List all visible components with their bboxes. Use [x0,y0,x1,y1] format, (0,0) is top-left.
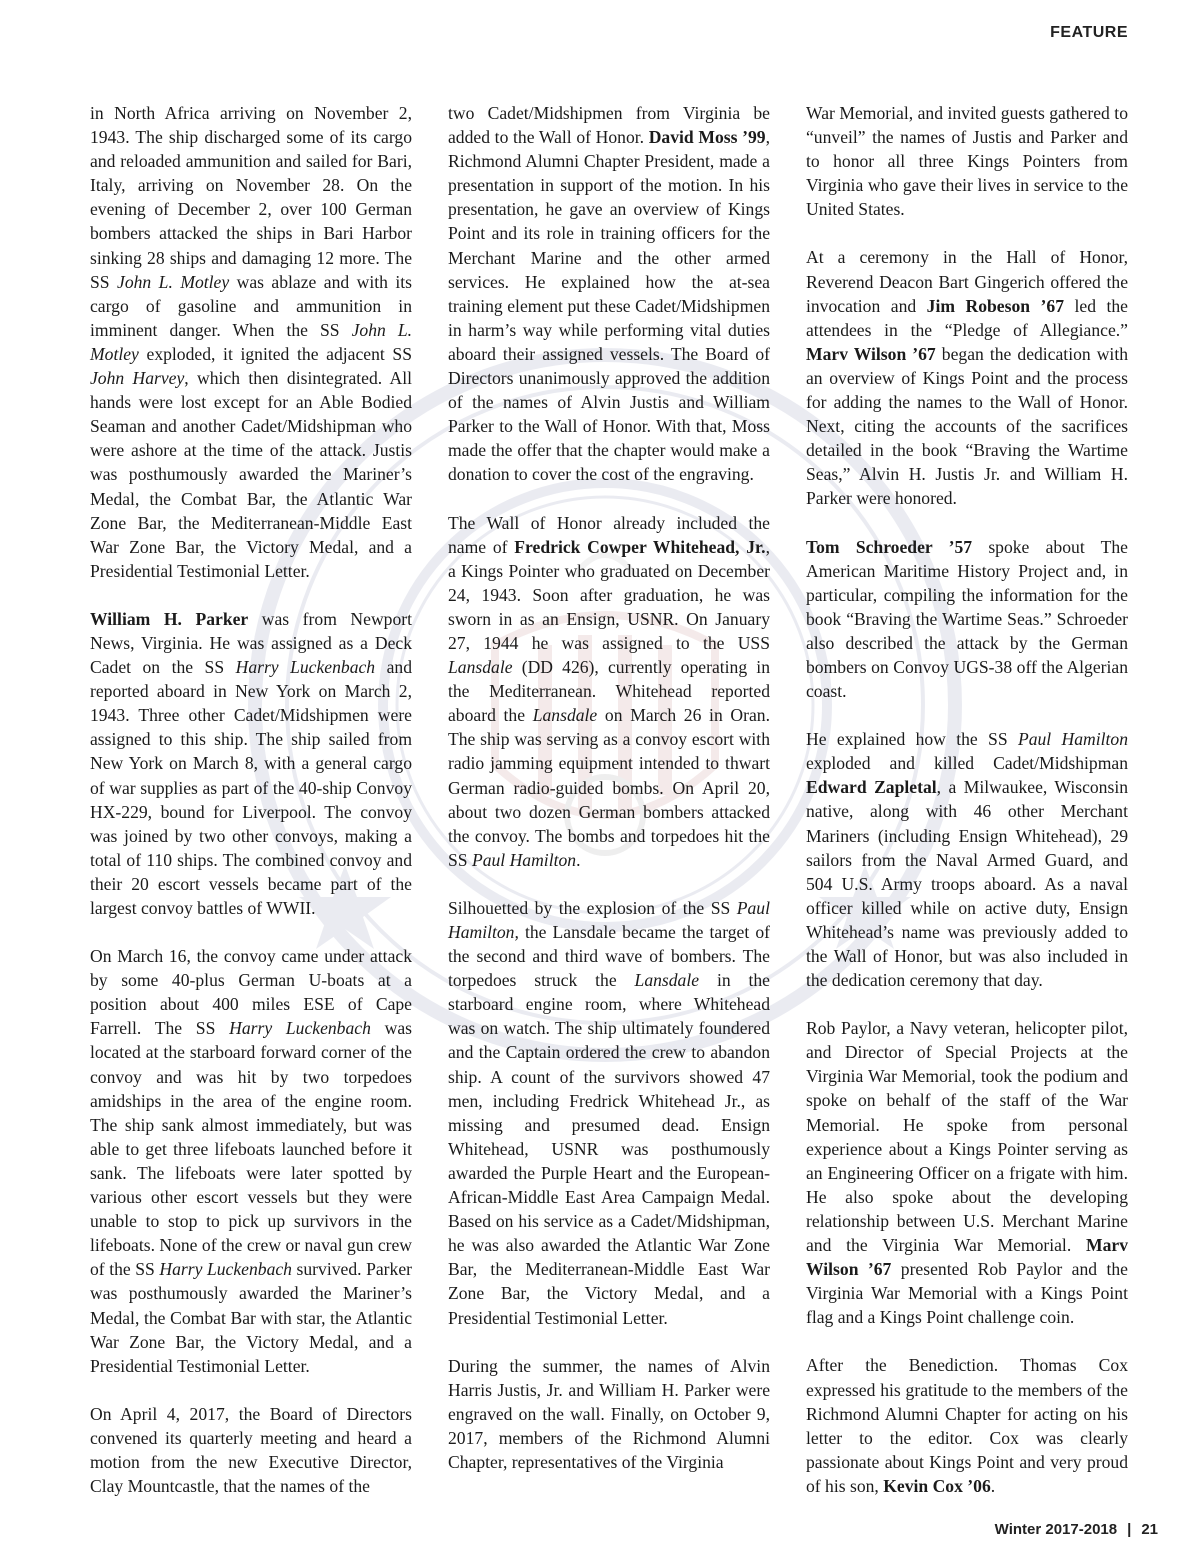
text-run: , a Kings Pointer who graduated on December 24, 1943. Soon after graduation, he was sworn in as an Ensign, USNR. On January 27, 1944 he was assigned to the USS [448,536,770,653]
issue-date: Winter 2017-2018 [994,1521,1118,1538]
text-run: the Lansdale became the target of the second and third wave of bombers. The torpedoes struck the [448,922,770,991]
text-run: led the attendees in the “Pledge of Allegiance.” [806,295,1128,340]
paragraph [806,727,1128,992]
text-run: exploded, it ignited the adjacent SS [138,343,412,364]
italic-ship-name: Harry Luckenbach [229,1018,371,1039]
bold-name: Fredrick Cowper Whitehead, Jr. [514,536,766,557]
section-label: FEATURE [1050,24,1128,41]
paragraph [806,245,1128,510]
paragraph [90,607,412,920]
text-run: , a Milwaukee, Wisconsin native, along with 46 other Merchant Mariners (including Ensign Whitehead), 29 sailors from the Naval Armed Guard, and 504 U.S. Army troops aboard. As a naval officer killed while on active duty, Ensign Whitehead’s name was previously added to the Wall of Honor, but was also included in the dedication ceremony that day. [806,777,1129,991]
text-run: . [576,849,581,870]
paragraph [448,896,770,1330]
text-run: , which then disintegrated. All hands were lost except for an Able Bodied Seaman and another Cadet/Midshipman who were ashore at the time of the attack. Justis was posthumously awarded the Mariner’s Medal, the Combat Bar, the Atlantic War Zone Bar, the Mediterranean-Middle East War Zone Bar, the Victory Medal, and a Presidential Testimonial Letter. [90,368,413,581]
italic-ship-name: Lansdale [448,657,513,678]
italic-ship-name: Paul Hamilton [471,849,577,870]
text-run: He explained how the SS [806,729,1018,750]
paragraph [448,1354,770,1474]
bold-name: Tom Schroeder ’57 [806,536,973,557]
text-run: War Memorial, and invited guests gathered to “unveil” the names of Justis and Parker and to honor all three Kings Pointers from Virginia who gave their lives in service to the United States. [806,103,1128,220]
text-run: Silhouetted by the explosion of the SS [448,897,737,918]
text-run: survived. Parker was posthumously awarded the Mariner’s Medal, the Combat Bar with star, the Atlantic War Zone Bar, the Victory Medal, and a Presidential Testimonial Letter. [90,1259,413,1376]
bold-name: Jim Robeson ’67 [926,295,1064,316]
italic-ship-name: Harry Luckenbach [235,657,376,678]
text-run: was located at the starboard forward corner of the convoy and was hit by two torpedoes amidships in the area of the engine room. The ship sank almost immediately, but was able to get three lifeboats launched before it sank. The lifeboats were later spotted by various other escort vessels but they were unable to stop to pick up survivors in the lifeboats. None of the crew or naval gun crew of the SS [90,1018,412,1280]
italic-ship-name: John L. Motley [90,319,412,364]
paragraph [806,1353,1128,1498]
italic-ship-name: Harry Luckenbach [159,1259,292,1280]
text-run: on March 26 in Oran. The ship was serving as a convoy escort with radio jamming equipment intended to thwart German radio-guided bombs. On April 20, about two dozen German bombers attacked the convoy. The bombs and torpedoes hit the SS [448,705,770,870]
text-run: began the dedication with an overview of Kings Point and the process for adding the names to the Wall of Honor. Next, citing the accounts of the sacrifices detailed in the book “Braving the Wartime Seas,” Alvin H. Justis Jr. and William H. Parker were honored. [806,343,1129,509]
italic-ship-name: Lansdale [634,970,700,991]
italic-ship-name: John Harvey [90,368,185,389]
paragraph [806,101,1128,221]
bold-name: Kevin Cox ’06 [883,1475,991,1496]
paragraph [90,1402,412,1498]
italic-ship-name: Paul Hamilton, [448,897,770,942]
text-run: two Cadet/Midshipmen from Virginia be added to the Wall of Honor. [448,103,770,148]
text-run: , Richmond Alumni Chapter President, made a presentation in support of the motion. In his presentation, he gave an overview of Kings Point and its role in training officers for the Merchant Marine and the other armed services. He explained how the at-sea training element put these Cadet/Midshipmen in harm’s way while performing vital duties aboard their assigned vessels. The Board of Directors unanimously approved the addition of the names of Alvin Justis and William Parker to the Wall of Honor. With that, Moss made the offer that the chapter would make a donation to cover the cost of the engraving. [448,127,770,485]
italic-ship-name: Paul Hamilton [1017,729,1129,750]
paragraph [90,944,412,1378]
text-column-2 [448,101,770,1498]
paragraph [806,1016,1128,1329]
text-run: Rob Paylor, a Navy veteran, helicopter pilot, and Director of Special Projects at the Virginia War Memorial, took the podium and spoke on behalf of the staff of the War Memorial. He spoke from personal experience about a Kings Pointer serving as an Engineering Officer on a frigate with him. He also spoke about the developing relationship between U.S. Merchant Marine and the Virginia War Memorial. [806,1018,1128,1256]
text-run: in North Africa arriving on November 2, 1943. The ship discharged some of its cargo and reloaded ammunition and sailed for Bari, Italy, arriving on November 28. On the evening of December 2, over 100 German bombers attacked the ships in Bari Harbor sinking 28 ships and damaging 12 more. The SS [90,103,412,292]
text-run: was from Newport News, Virginia. He was assigned as a Deck Cadet on the SS [90,608,412,678]
text-run: On March 16, the convoy came under attack by some 40-plus German U-boats at a position about 400 miles ESE of Cape Farrell. The SS [90,946,412,1039]
paragraph [448,511,770,872]
text-run: During the summer, the names of Alvin Harris Justis, Jr. and William H. Parker were engraved on the wall. Finally, on October 9, 2017, members of the Richmond Alumni Chapter, representatives of the Virginia [448,1355,770,1472]
italic-ship-name: Lansdale [532,705,598,726]
text-run: (DD 426), currently operating in the Mediterranean. Whitehead reported aboard the [448,657,770,726]
bold-name: Marv Wilson ’67 [806,343,936,364]
footer-separator: | [1127,1521,1132,1538]
text-column-3 [806,101,1128,1522]
text-run: . [990,1475,996,1496]
text-run: After the Benediction. Thomas Cox expressed his gratitude to the members of the Richmond Alumni Chapter for acting on his letter to the editor. Cox was clearly passionate about Kings Point and very proud of his son, [806,1355,1128,1496]
text-run: At a ceremony in the Hall of Honor, Reverend Deacon Bart Gingerich offered the invocation and [806,247,1128,316]
paragraph [90,101,412,583]
text-run: in the starboard engine room, where Whitehead was on watch. The ship ultimately foundered and the Captain ordered the crew to abandon ship. A count of the survivors showed 47 men, including Fredrick Whitehead Jr., as missing and presumed dead. Ensign Whitehead, USNR was posthumously awarded the Purple Heart and the European-African-Middle East Area Campaign Medal. Based on his service as a Cadet/Midshipman, he was also awarded the Atlantic War Zone Bar, the Mediterranean-Middle East War Zone Bar, the Victory Medal, and a Presidential Testimonial Letter. [448,970,770,1328]
text-run: exploded and killed Cadet/Midshipman [806,753,1128,774]
italic-ship-name: John L. Motley [117,271,230,292]
page-footer [995,1521,1158,1538]
bold-name: David Moss ’99 [648,127,766,148]
text-run: On April 4, 2017, the Board of Directors convened its quarterly meeting and heard a motion from the new Executive Director, Clay Mountcastle, that the names of the [90,1403,412,1497]
text-column-1 [90,101,412,1522]
text-run: spoke about The American Maritime History Project and, in particular, compiling the information for the book “Braving the Wartime Seas.” Schroeder also described the attack by the German bombers on Convoy UGS-38 off the Algerian coast. [806,536,1128,702]
text-run: was ablaze and with its cargo of gasoline and ammunition in imminent danger. When the SS [90,271,413,340]
bold-name: Edward Zapletal [806,777,937,798]
paragraph [806,535,1128,704]
text-run: presented Rob Paylor and the Virginia War Memorial with a Kings Point flag and a Kings Point challenge coin. [806,1259,1128,1328]
page-number: 21 [1141,1521,1158,1538]
paragraph [448,101,770,487]
bold-name: William H. Parker [90,608,249,629]
text-run: The Wall of Honor already included the name of [448,512,770,557]
bold-name: Marv Wilson ’67 [806,1235,1128,1280]
text-run: and reported aboard in New York on March 2, 1943. Three other Cadet/Midshipmen were assigned to this ship. The ship sailed from New York on March 8, with a general cargo of war supplies as part of the 40-ship Convoy HX-229, bound for Liverpool. The convoy was joined by two other convoys, making a total of 110 ships. The combined convoy and their 20 escort vessels became part of the largest convoy battles of WWII. [90,657,412,918]
